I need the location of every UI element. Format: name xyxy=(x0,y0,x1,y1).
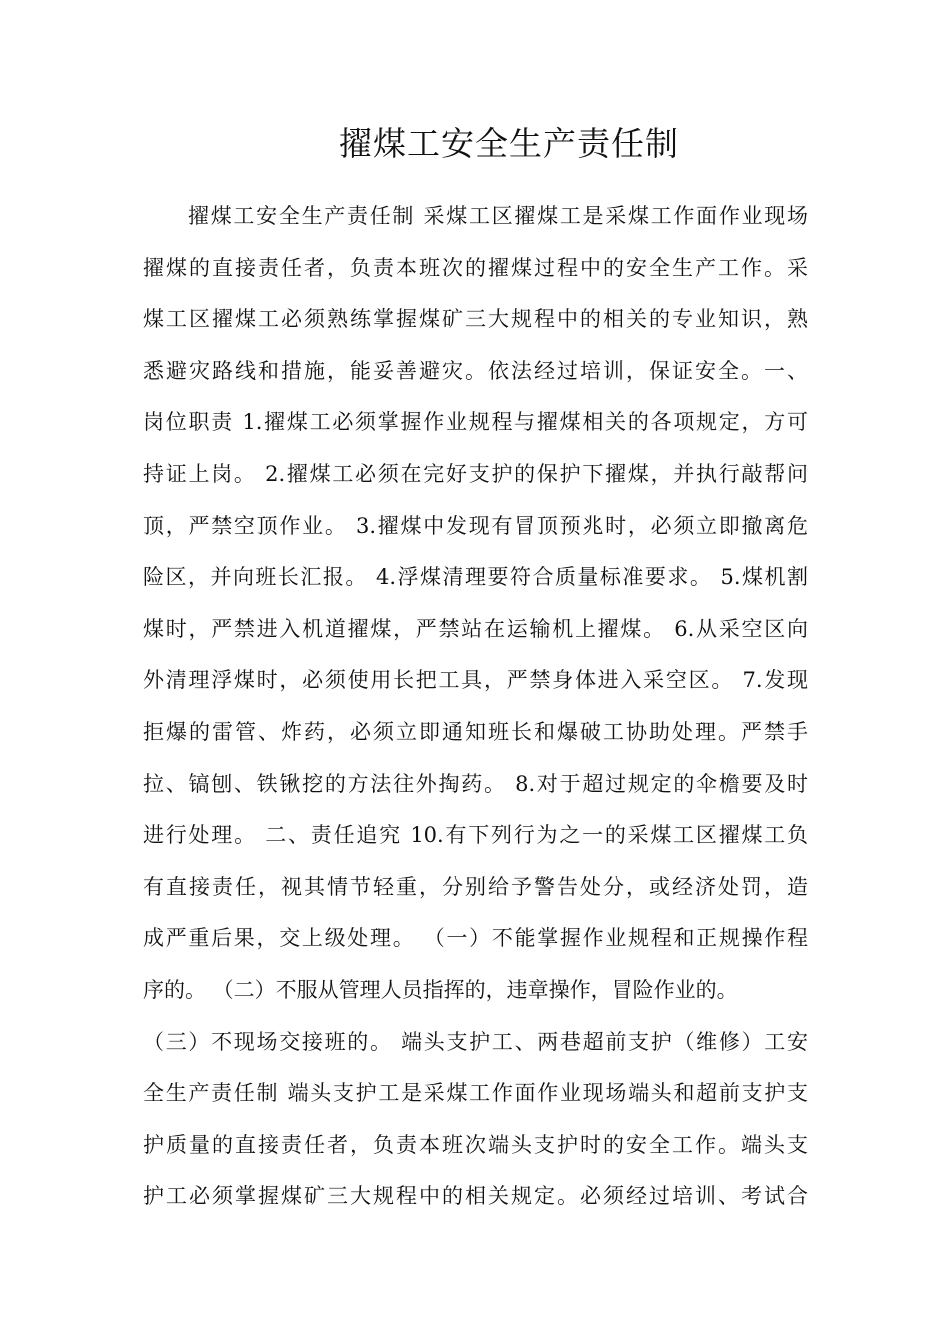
body-line: 持证上岗。 2.擢煤工必须在完好支护的保护下擢煤，并执行敲帮问 xyxy=(143,461,808,486)
body-line: 全生产责任制 端头支护工是采煤工作面作业现场端头和超前支护支 xyxy=(143,1081,808,1106)
body-line: 护质量的直接责任者，负责本班次端头支护时的安全工作。端头支 xyxy=(143,1132,808,1157)
body-line: 拉、镐刨、铁锹挖的方法往外掏药。 8.对于超过规定的伞檐要及时 xyxy=(143,771,808,796)
body-line: 拒爆的雷管、炸药，必须立即通知班长和爆破工协助处理。严禁手 xyxy=(143,719,808,744)
body-line: 进行处理。 二、责任追究 10.有下列行为之一的采煤工区擢煤工负 xyxy=(143,823,808,848)
body-line: 有直接责任，视其情节轻重，分别给予警告处分，或经济处罚，造 xyxy=(143,874,808,899)
body-line: 悉避灾路线和措施，能妥善避灾。依法经过培训，保证安全。一、 xyxy=(143,358,808,383)
body-line: 擢煤工安全生产责任制 采煤工区擢煤工是采煤工作面作业现场 xyxy=(188,204,808,228)
body-line: 险区，并向班长汇报。 4.浮煤清理要符合质量标准要求。 5.煤机割 xyxy=(143,565,808,590)
body-line: 擢煤的直接责任者，负责本班次的擢煤过程中的安全生产工作。采 xyxy=(143,255,808,280)
body-line: （三）不现场交接班的。 端头支护工、两巷超前支护（维修）工安 xyxy=(143,1029,808,1054)
body-line: 顶，严禁空顶作业。 3.擢煤中发现有冒顶预兆时，必须立即撤离危 xyxy=(143,513,808,538)
body-line: 护工必须掌握煤矿三大规程中的相关规定。必须经过培训、考试合 xyxy=(143,1184,808,1209)
body-line: 岗位职责 1.擢煤工必须掌握作业规程与擢煤相关的各项规定，方可 xyxy=(143,410,808,435)
document-title: 擢煤工安全生产责任制 xyxy=(339,124,679,163)
body-line: 成严重后果，交上级处理。 （一）不能掌握作业规程和正规操作程 xyxy=(143,926,808,951)
body-line: 煤工区擢煤工必须熟练掌握煤矿三大规程中的相关的专业知识，熟 xyxy=(143,307,808,332)
document-body xyxy=(143,191,808,1223)
body-line: 煤时，严禁进入机道擢煤，严禁站在运输机上擢煤。 6.从采空区向 xyxy=(143,616,808,641)
body-line: 外清理浮煤时，必须使用长把工具，严禁身体进入采空区。 7.发现 xyxy=(143,668,808,693)
body-line: 序的。 （二）不服从管理人员指挥的，违章操作，冒险作业的。 xyxy=(143,977,738,1002)
